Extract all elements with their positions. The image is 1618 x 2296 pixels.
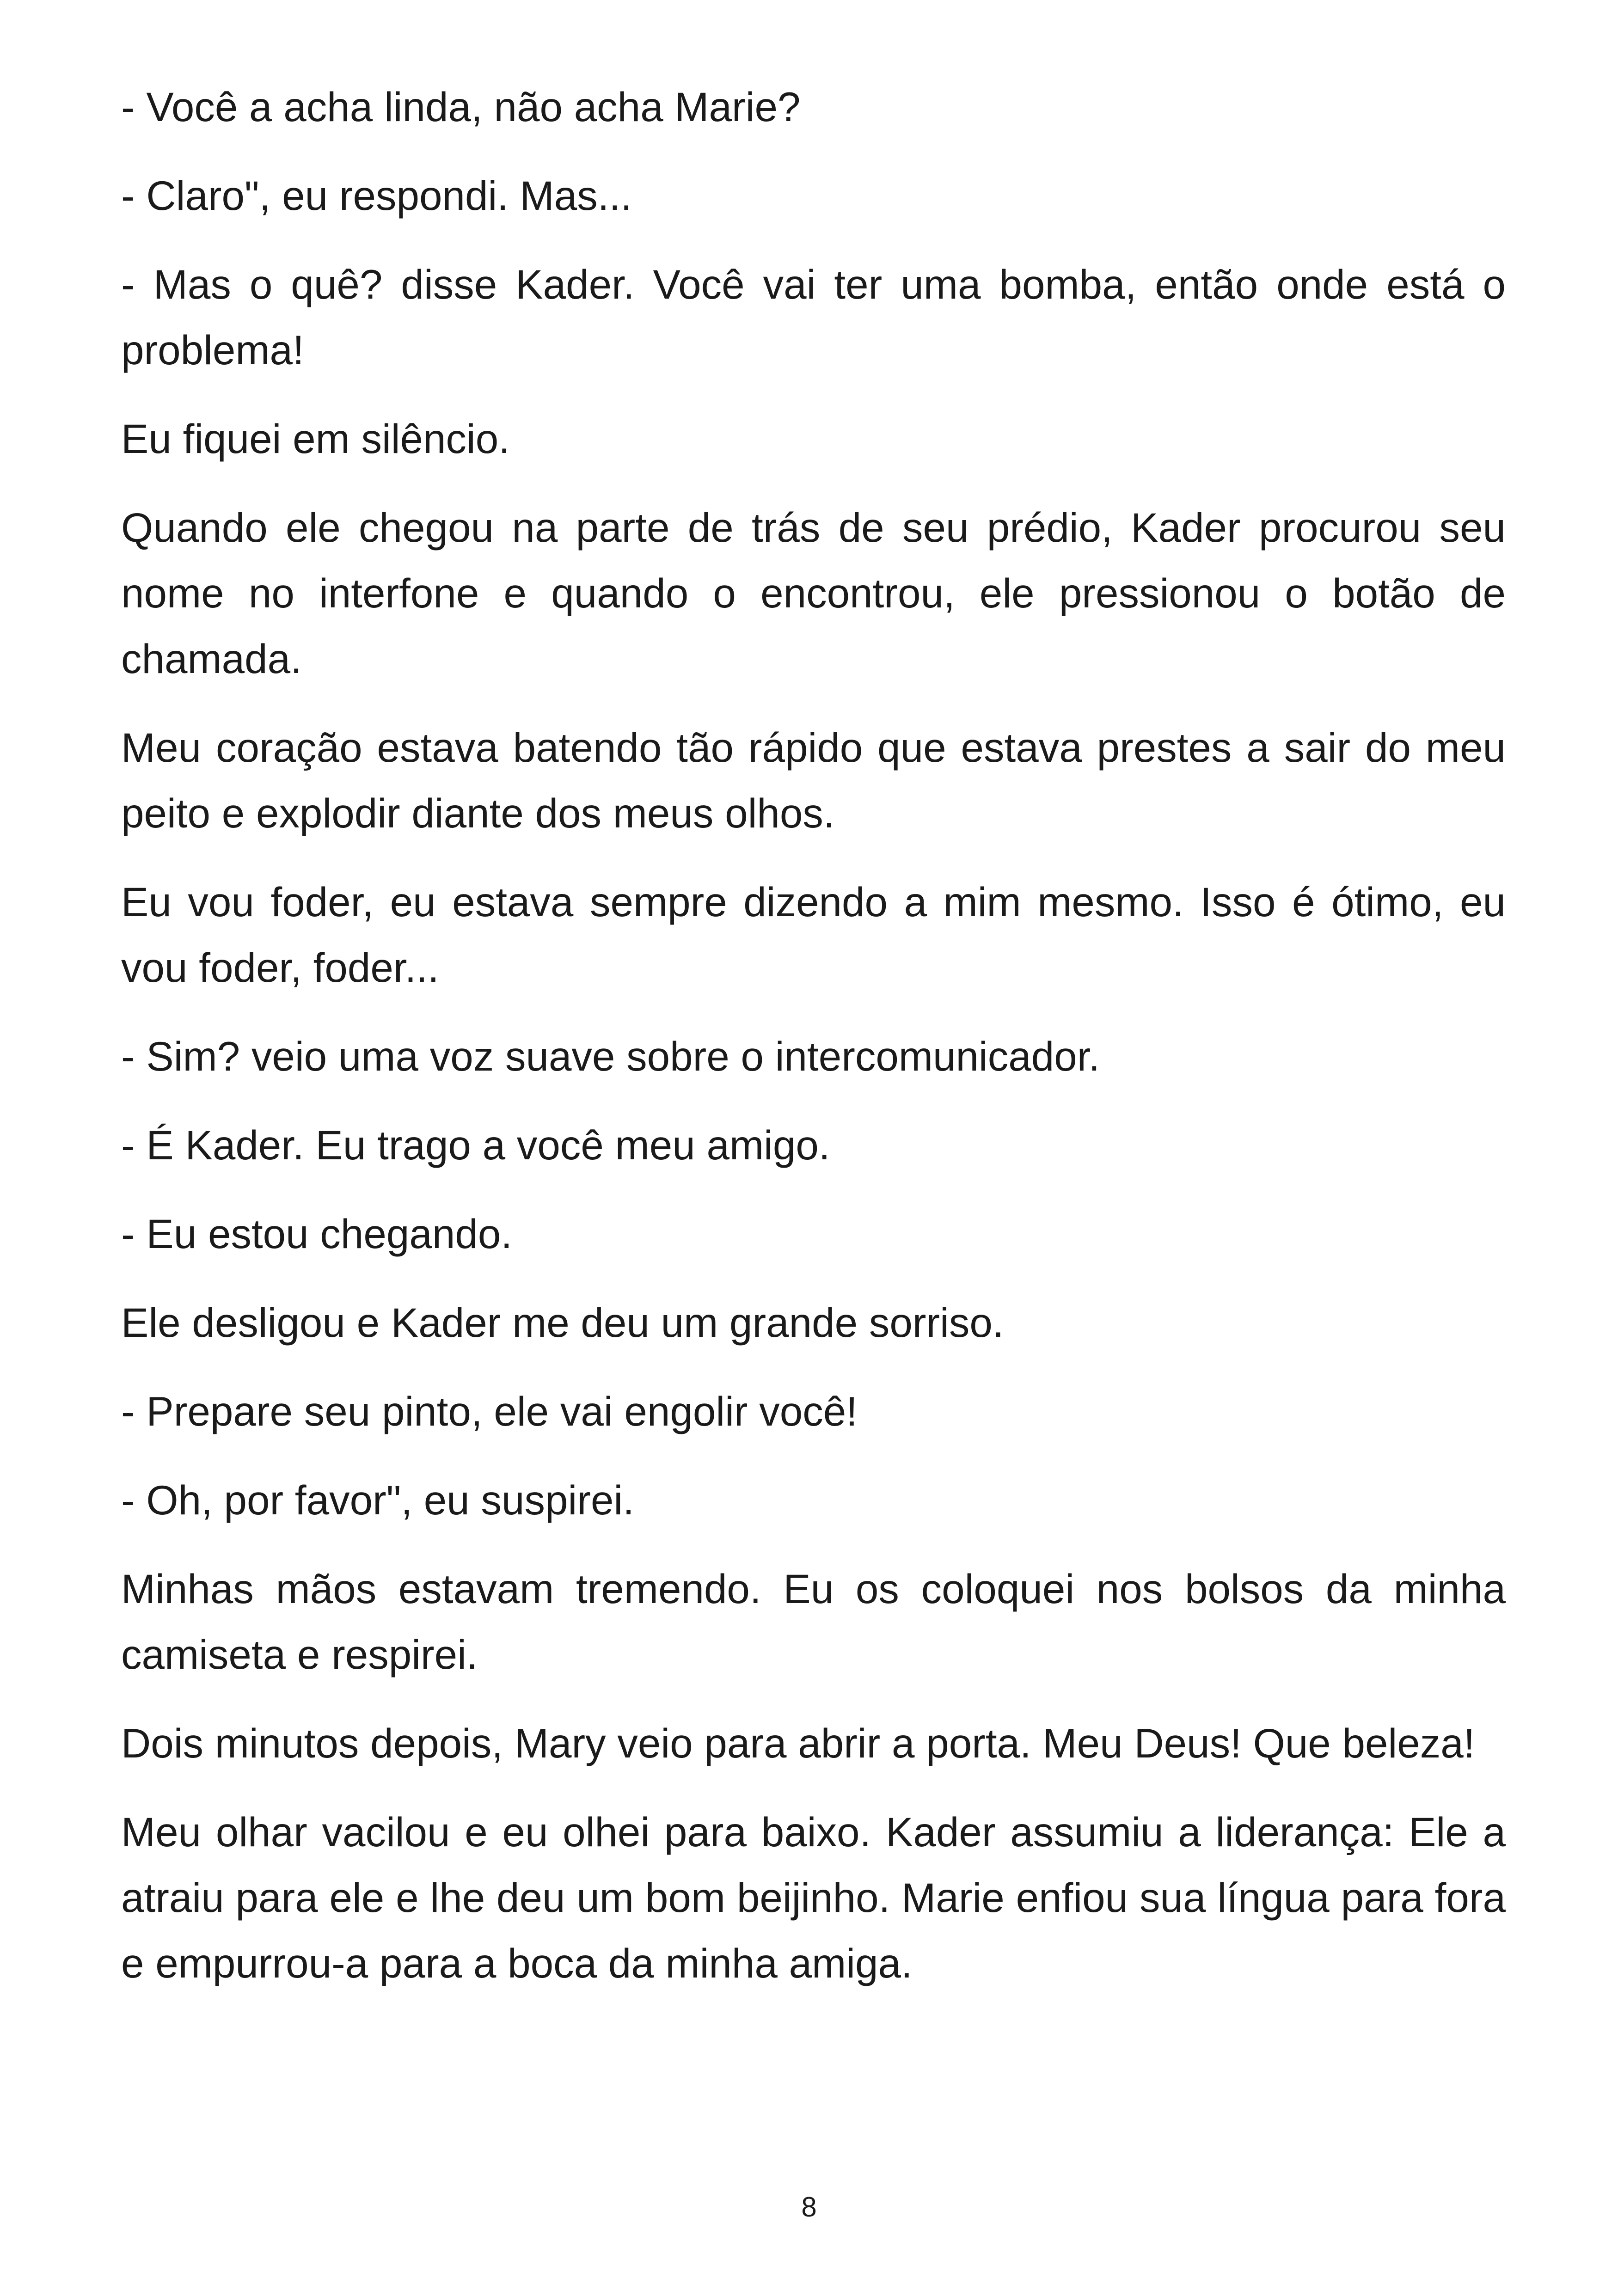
paragraph: - Eu estou chegando. [121, 1211, 513, 1257]
paragraph: - Você a acha linda, não acha Marie? [121, 84, 801, 130]
paragraph: Dois minutos depois, Mary veio para abrir a porta. Meu Deus! Que beleza! [121, 1720, 1475, 1766]
paragraph: - Sim? veio uma voz suave sobre o intercomunicador. [121, 1033, 1100, 1079]
paragraph: - Claro", eu respondi. Mas... [121, 172, 632, 219]
paragraph: - Oh, por favor", eu suspirei. [121, 1477, 634, 1523]
page-number: 8 [801, 2192, 817, 2223]
paragraph: Minhas mãos estavam tremendo. Eu os coloquei nos bolsos da minha camiseta e respirei. [121, 1566, 1506, 1678]
paragraph: - É Kader. Eu trago a você meu amigo. [121, 1122, 830, 1168]
paragraph: Ele desligou e Kader me deu um grande sorriso. [121, 1299, 1004, 1346]
paragraph: - Mas o quê? disse Kader. Você vai ter uma bomba, então onde está o problema! [121, 261, 1506, 373]
paragraph: - Prepare seu pinto, ele vai engolir você! [121, 1388, 858, 1434]
paragraph: Quando ele chegou na parte de trás de seu prédio, Kader procurou seu nome no interfone e quando o encontrou, ele pressionou o botão de chamada. [121, 504, 1506, 682]
paragraph: Eu fiquei em silêncio. [121, 416, 510, 462]
text-body [121, 74, 1506, 2019]
paragraph: Eu vou foder, eu estava sempre dizendo a mim mesmo. Isso é ótimo, eu vou foder, foder... [121, 879, 1506, 991]
paragraph: Meu olhar vacilou e eu olhei para baixo. Kader assumiu a liderança: Ele a atraiu para ele e lhe deu um bom beijinho. Marie enfiou sua língua para fora e empurrou-a para a boca da minha amiga. [121, 1809, 1506, 1986]
paragraph: Meu coração estava batendo tão rápido que estava prestes a sair do meu peito e explodir diante dos meus olhos. [121, 724, 1506, 836]
